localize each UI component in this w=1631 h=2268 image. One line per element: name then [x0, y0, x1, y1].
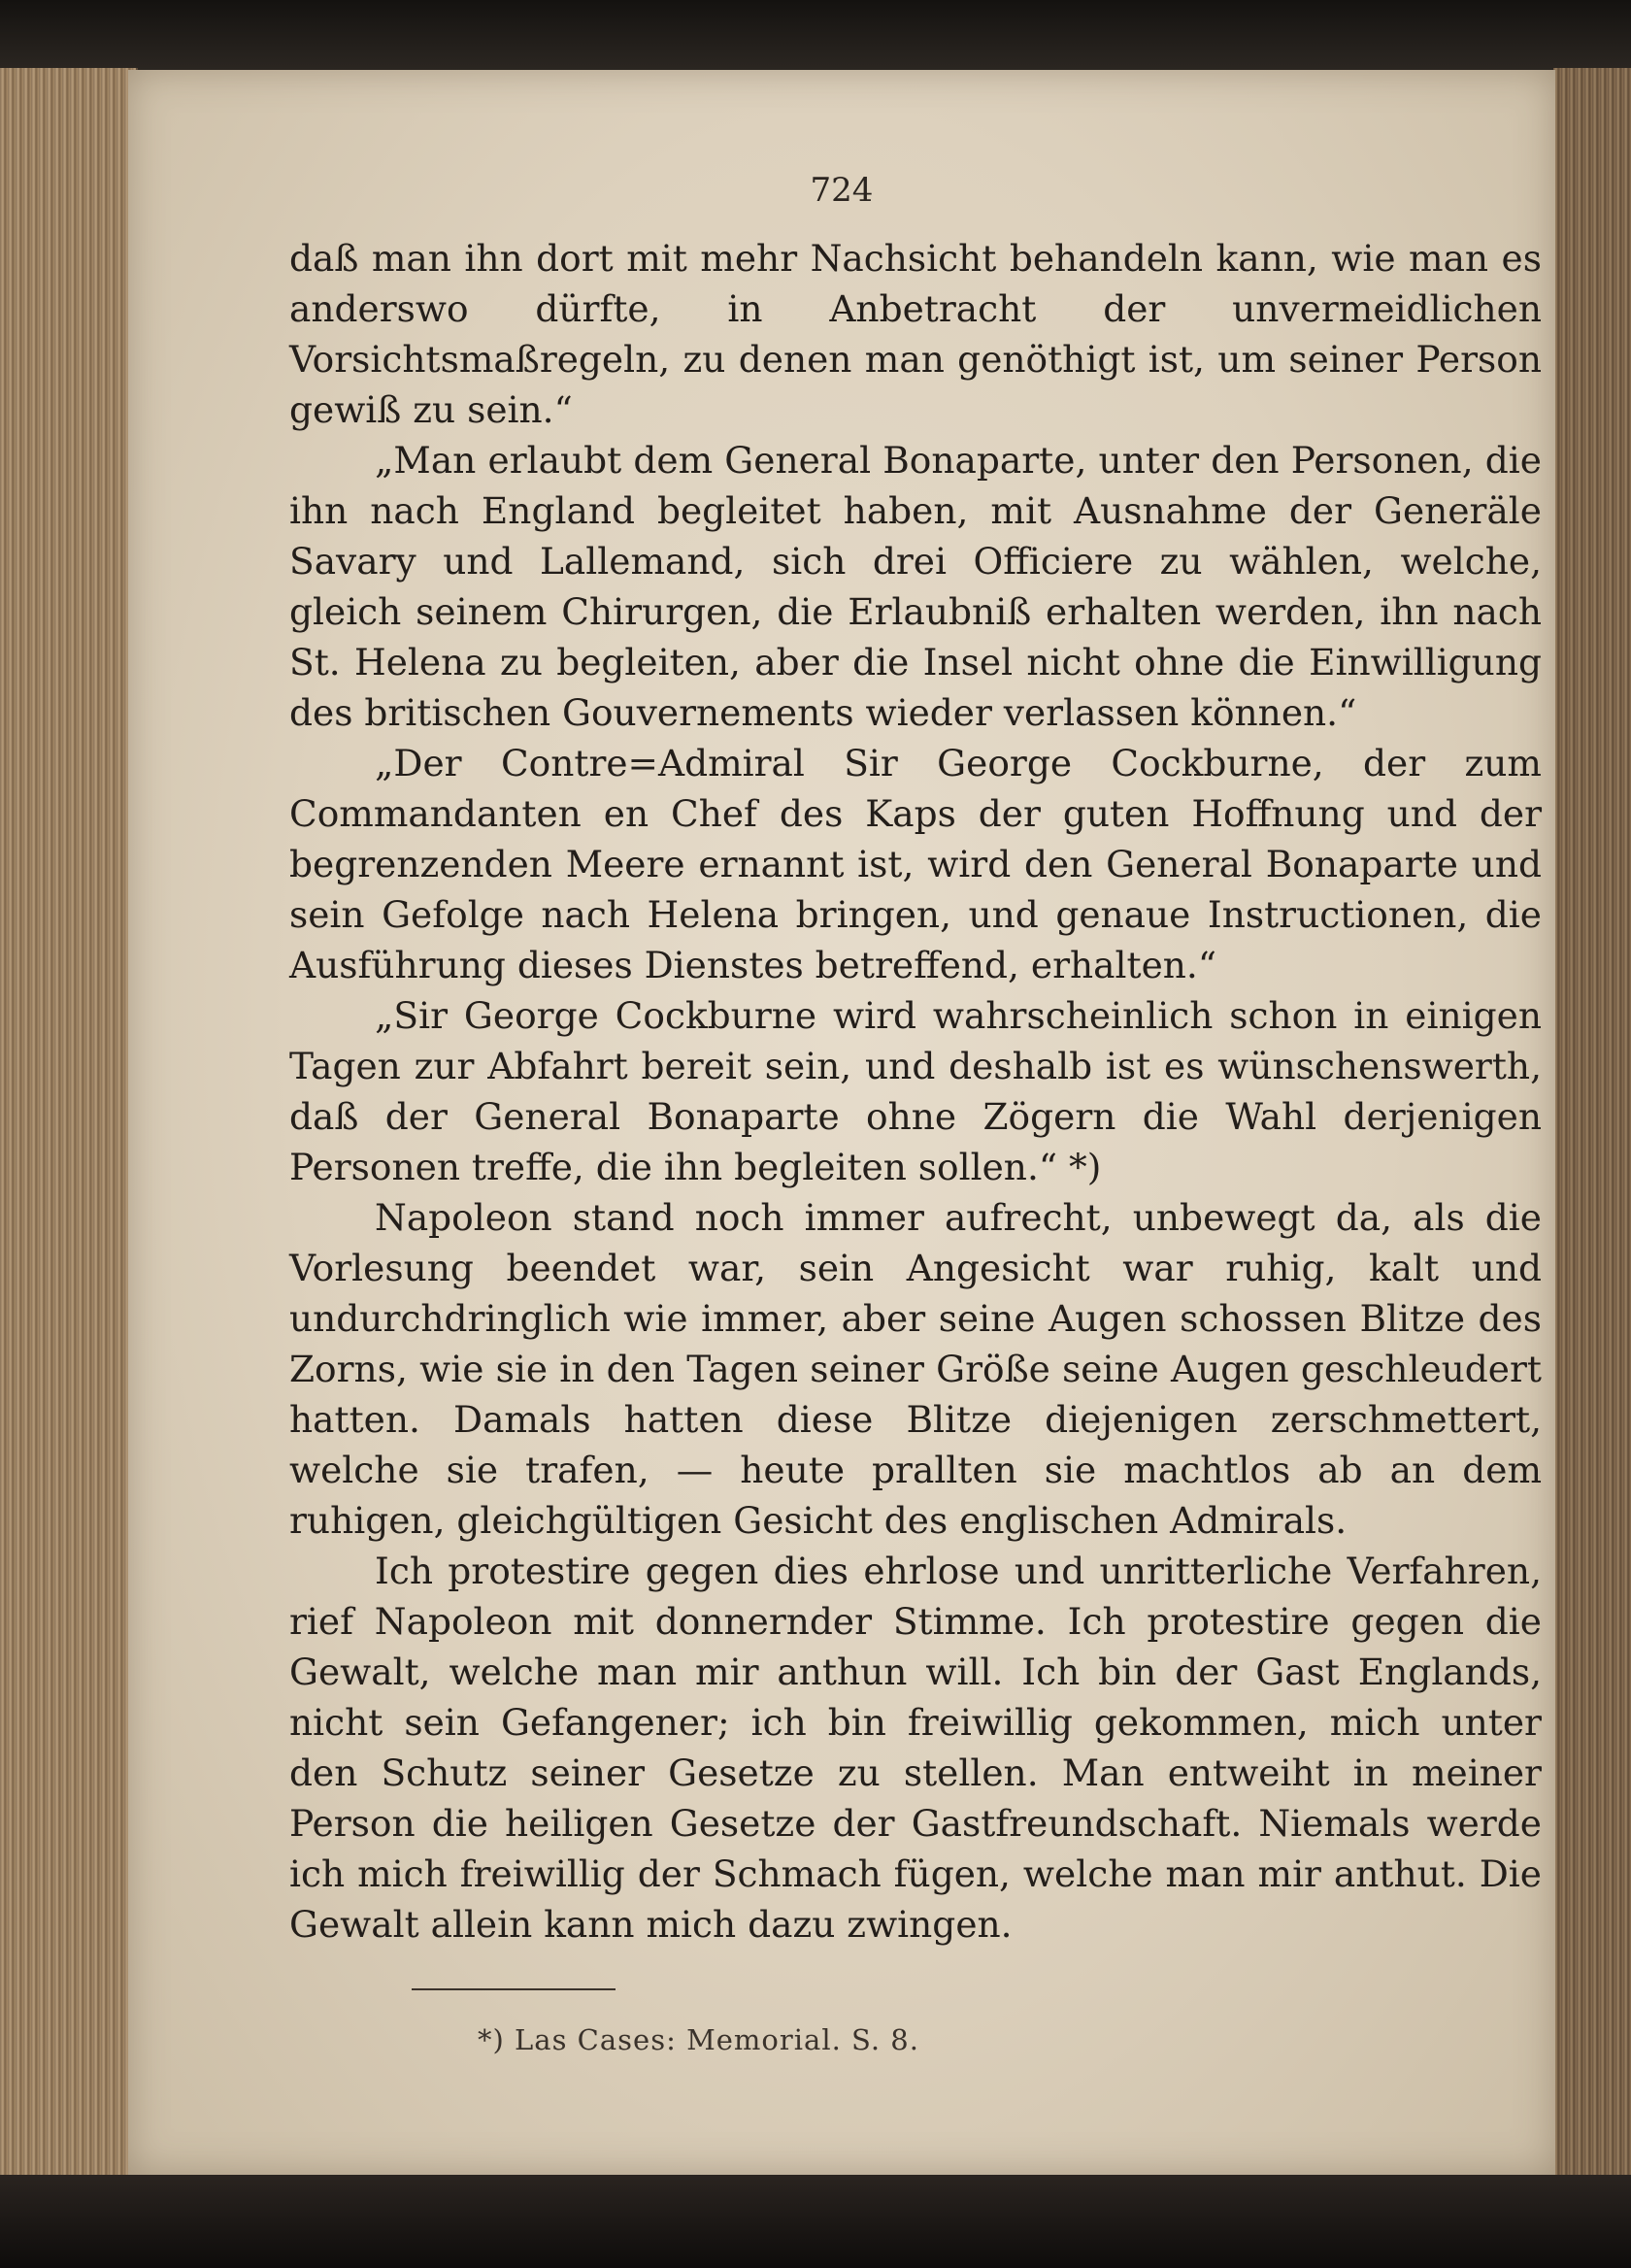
paragraph: Napoleon stand noch immer aufrecht, unbewegt da, als die Vorlesung beendet war, sein Angesicht war ruhig, kalt und undurchdringlich wie immer, aber seine Augen schossen Blitze des Zorns, wie sie in den Tagen seiner Größe seine Augen geschleudert hatten. Damals hatten diese Blitze diejenigen zerschmettert, welche sie trafen, — heute prallten sie machtlos ab an dem ruhigen, gleichgültigen Gesicht des englischen Admirals. [289, 1196, 1542, 1542]
footnote-divider [412, 1988, 616, 1990]
scan-top-edge [0, 0, 1631, 73]
footnote: *) Las Cases: Memorial. S. 8. [478, 2023, 919, 2056]
book-page-edges-left [0, 68, 138, 2185]
paragraph: daß man ihn dort mit mehr Nachsicht behandeln kann, wie man es anderswo dürfte, in Anbetracht der unvermeidlichen Vorsichtsmaßregeln, zu denen man genöthigt ist, um seiner Person gewiß zu sein.“ [289, 237, 1542, 431]
book-page [128, 70, 1555, 2175]
paragraph: „Man erlaubt dem General Bonaparte, unter den Personen, die ihn nach England begleitet haben, mit Ausnahme der Generäle Savary und Lallemand, sich drei Officiere zu wählen, welche, gleich seinem Chirurgen, die Erlaubniß erhalten werden, ihn nach St. Helena zu begleiten, aber die Insel nicht ohne die Einwilligung des britischen Gouvernements wieder verlassen können.“ [289, 439, 1542, 734]
paragraph: „Sir George Cockburne wird wahrscheinlich schon in einigen Tagen zur Abfahrt bereit sein, und deshalb ist es wünschenswerth, daß der General Bonaparte ohne Zögern die Wahl derjenigen Personen treffe, die ihn begleiten sollen.“ *) [289, 994, 1542, 1188]
paragraph: „Der Contre=Admiral Sir George Cockburne, der zum Commandanten en Chef des Kaps der guten Hoffnung und der begrenzenden Meere ernannt ist, wird den General Bonaparte und sein Gefolge nach Helena bringen, und genaue Instructionen, die Ausführung dieses Dienstes betreffend, erhalten.“ [289, 742, 1542, 986]
paragraph: Ich protestire gegen dies ehrlose und unritterliche Verfahren, rief Napoleon mit donnernder Stimme. Ich protestire gegen die Gewalt, welche man mir anthun will. Ich bin der Gast Englands, nicht sein Gefangener; ich bin freiwillig gekommen, mich unter den Schutz seiner Gesetze zu stellen. Man entweiht in meiner Person die heiligen Gesetze der Gastfreundschaft. Niemals werde ich mich freiwillig der Schmach fügen, welche man mir anthut. Die Gewalt allein kann mich dazu zwingen. [289, 1550, 1542, 1946]
body-text [289, 233, 1542, 1950]
scan-bottom-edge [0, 2175, 1631, 2268]
book-page-edges-right [1553, 68, 1631, 2185]
page-number: 724 [810, 171, 874, 210]
